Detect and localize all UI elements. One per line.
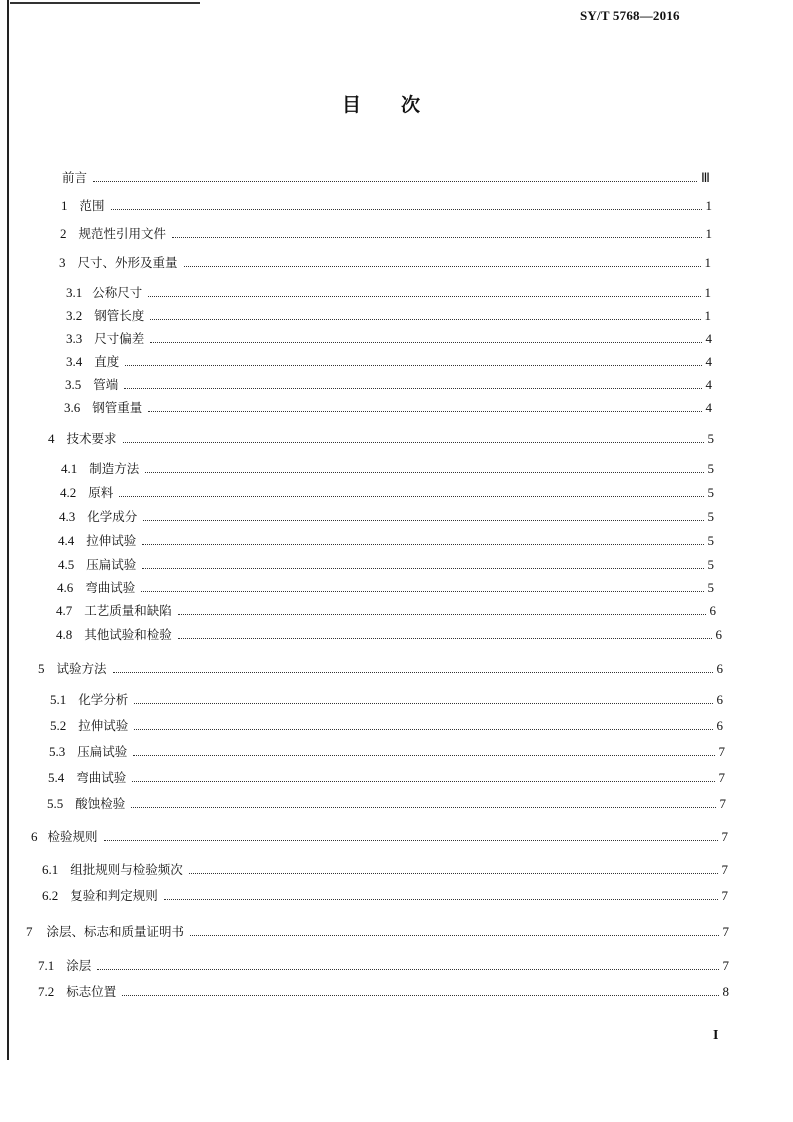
toc-leader [172, 237, 701, 238]
toc-entry-3-1[interactable] [66, 283, 711, 301]
toc-entry-1[interactable] [61, 196, 712, 214]
toc-number: 7.1 [38, 958, 55, 973]
toc-leader [131, 807, 715, 808]
toc-page: 7 [722, 958, 729, 973]
toc-label: 试验方法 [56, 661, 107, 676]
toc-entry-5-1[interactable] [50, 690, 723, 708]
toc-label: 钢管长度 [94, 308, 145, 323]
toc-entry-3-2[interactable] [66, 306, 711, 324]
toc-label: 技术要求 [66, 431, 117, 446]
toc-leader [142, 568, 703, 569]
toc-number: 5.4 [48, 770, 65, 785]
toc-leader [119, 496, 703, 497]
toc-leader [184, 266, 701, 267]
toc-number: 4.2 [60, 485, 77, 500]
toc-number: 6.1 [42, 862, 59, 877]
toc-label: 制造方法 [89, 461, 140, 476]
toc-leader [142, 544, 703, 545]
toc-page: 6 [716, 661, 723, 676]
toc-entry-foreword[interactable] [62, 168, 710, 186]
toc-number: 3.2 [66, 308, 83, 323]
toc-number: 4.3 [59, 509, 76, 524]
toc-leader [148, 296, 700, 297]
toc-page: 4 [705, 331, 712, 346]
toc-number: 5.1 [50, 692, 67, 707]
toc-label: 拉伸试验 [86, 533, 137, 548]
toc-label: 酸蚀检验 [75, 796, 126, 811]
toc-page: 1 [704, 255, 711, 270]
document-code: SY/T 5768—2016 [580, 8, 680, 23]
toc-number: 4 [48, 431, 55, 446]
toc-label: 管端 [93, 377, 119, 392]
toc-entry-4[interactable] [48, 429, 714, 447]
toc-number: 3.1 [66, 285, 83, 300]
toc-page: 5 [707, 580, 714, 595]
toc-page: 1 [705, 226, 712, 241]
toc-entry-3[interactable] [59, 253, 711, 271]
toc-label: 原料 [88, 485, 114, 500]
toc-entry-5-3[interactable] [49, 742, 725, 760]
toc-page: 6 [716, 718, 723, 733]
toc-label: 组批规则与检验频次 [70, 862, 183, 877]
toc-page: 4 [705, 354, 712, 369]
toc-label: 化学成分 [87, 509, 138, 524]
toc-entry-3-3[interactable] [66, 329, 712, 347]
title-char-1: 目 [342, 94, 362, 116]
toc-number: 4.7 [56, 603, 73, 618]
toc-page: 5 [707, 431, 714, 446]
toc-entry-6-2[interactable] [42, 886, 728, 904]
toc-page: 5 [707, 533, 714, 548]
toc-entry-4-6[interactable] [57, 578, 714, 596]
toc-number: 4.4 [58, 533, 75, 548]
toc-leader [190, 935, 718, 936]
toc-page: 1 [705, 198, 712, 213]
toc-entry-3-6[interactable] [64, 398, 712, 416]
toc-page: 1 [704, 308, 711, 323]
toc-number: 4.6 [57, 580, 74, 595]
toc-label: 弯曲试验 [76, 770, 127, 785]
toc-label: 压扁试验 [86, 557, 137, 572]
toc-leader [93, 181, 697, 182]
toc-leader [111, 209, 702, 210]
toc-leader [122, 995, 718, 996]
toc-entry-5-5[interactable] [47, 794, 726, 812]
toc-leader [150, 342, 701, 343]
toc-page: 7 [721, 888, 728, 903]
toc-leader [134, 729, 712, 730]
toc-label: 规范性引用文件 [78, 226, 167, 241]
toc-entry-3-4[interactable] [66, 352, 712, 370]
toc-leader [178, 614, 706, 615]
toc-page: 7 [721, 862, 728, 877]
toc-label: 涂层 [66, 958, 92, 973]
toc-label: 标志位置 [66, 984, 117, 999]
toc-entry-4-5[interactable] [58, 555, 714, 573]
toc-entry-4-3[interactable] [59, 507, 714, 525]
toc-label: 尺寸、外形及重量 [77, 255, 178, 270]
toc-leader [164, 899, 718, 900]
toc-number: 3 [59, 255, 66, 270]
toc-label: 范围 [79, 198, 105, 213]
toc-page: 4 [705, 400, 712, 415]
toc-label: 公称尺寸 [92, 285, 143, 300]
toc-label: 直度 [94, 354, 120, 369]
toc-number: 5.5 [47, 796, 64, 811]
toc-number: 4.5 [58, 557, 75, 572]
toc-label: 钢管重量 [92, 400, 143, 415]
toc-number: 7 [26, 924, 33, 939]
toc-number: 2 [60, 226, 67, 241]
toc-entry-7-1[interactable] [38, 956, 729, 974]
toc-page: 5 [707, 485, 714, 500]
toc-number: 3.5 [65, 377, 82, 392]
toc-page: 4 [705, 377, 712, 392]
toc-entry-4-7[interactable] [56, 601, 716, 619]
toc-label: 压扁试验 [77, 744, 128, 759]
toc-page: 5 [707, 461, 714, 476]
toc-label: 前言 [62, 170, 88, 185]
toc-label: 工艺质量和缺陷 [84, 603, 172, 618]
toc-page: 6 [715, 627, 722, 642]
toc-number: 3.3 [66, 331, 83, 346]
toc-leader [124, 388, 701, 389]
toc-number: 5.3 [49, 744, 66, 759]
toc-entry-7[interactable] [26, 922, 729, 940]
toc-page: 7 [719, 796, 726, 811]
toc-label: 检验规则 [47, 829, 98, 844]
toc-leader [148, 411, 701, 412]
toc-entry-4-2[interactable] [60, 483, 714, 501]
toc-entry-5-2[interactable] [50, 716, 723, 734]
toc-page: 7 [721, 829, 728, 844]
toc-page: 7 [718, 770, 725, 785]
toc-number: 5.2 [50, 718, 67, 733]
toc-leader [145, 472, 703, 473]
toc-leader [150, 319, 700, 320]
toc-page: Ⅲ [701, 170, 710, 185]
toc-leader [123, 442, 704, 443]
toc-number: 5 [38, 661, 45, 676]
toc-number: 3.6 [64, 400, 81, 415]
toc-entry-7-2[interactable] [38, 982, 729, 1000]
toc-entry-5[interactable] [38, 659, 723, 677]
toc-entry-4-1[interactable] [61, 459, 714, 477]
toc-page: 6 [709, 603, 716, 618]
toc-page: 7 [718, 744, 725, 759]
toc-label: 尺寸偏差 [94, 331, 145, 346]
toc-page: 7 [722, 924, 729, 939]
toc-page: 1 [704, 285, 711, 300]
toc-entry-2[interactable] [60, 224, 712, 242]
toc-entry-6[interactable] [31, 827, 728, 845]
toc-page: 5 [707, 557, 714, 572]
toc-page: 6 [716, 692, 723, 707]
toc-number: 1 [61, 198, 68, 213]
toc-number: 6 [31, 829, 38, 844]
toc-leader [143, 520, 703, 521]
toc-entry-4-8[interactable] [56, 625, 722, 643]
toc-number: 3.4 [66, 354, 83, 369]
toc-leader [141, 591, 703, 592]
toc-leader [189, 873, 718, 874]
toc-label: 弯曲试验 [85, 580, 136, 595]
toc-number: 6.2 [42, 888, 59, 903]
footer-page-number: I [713, 1028, 719, 1043]
toc-leader [132, 781, 714, 782]
toc-leader [125, 365, 701, 366]
toc-label: 其他试验和检验 [84, 627, 172, 642]
toc-leader [97, 969, 718, 970]
toc-entry-3-5[interactable] [65, 375, 712, 393]
toc-leader [113, 672, 713, 673]
toc-label: 涂层、标志和质量证明书 [46, 924, 185, 939]
toc-page: 8 [722, 984, 729, 999]
toc-number: 4.1 [61, 461, 78, 476]
toc-leader [134, 703, 712, 704]
toc-page: 5 [707, 509, 714, 524]
toc-label: 复验和判定规则 [70, 888, 158, 903]
toc-label: 化学分析 [78, 692, 129, 707]
toc-leader [178, 638, 712, 639]
toc-leader [104, 840, 718, 841]
toc-number: 7.2 [38, 984, 55, 999]
toc-leader [133, 755, 714, 756]
toc-entry-6-1[interactable] [42, 860, 728, 878]
toc-entry-5-4[interactable] [48, 768, 725, 786]
toc-number: 4.8 [56, 627, 73, 642]
toc-entry-4-4[interactable] [58, 531, 714, 549]
toc-label: 拉伸试验 [78, 718, 129, 733]
title-char-2: 次 [401, 94, 421, 116]
